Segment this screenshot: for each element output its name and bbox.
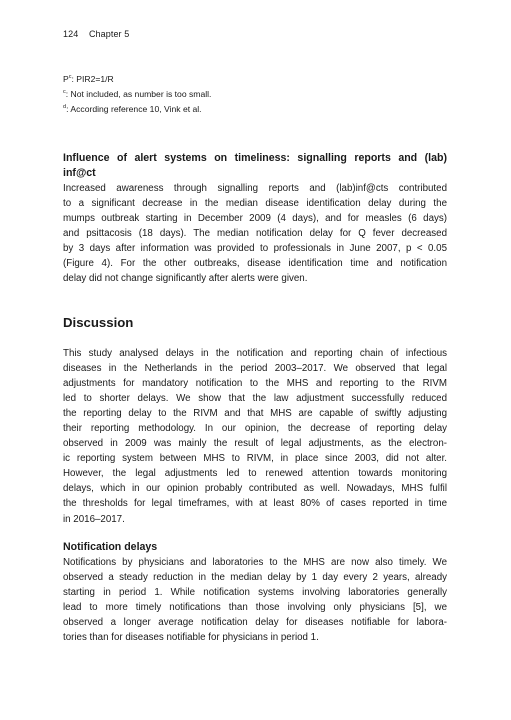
- text-line: in 2016–2017.: [63, 513, 125, 525]
- footnote-pir: $P^c$: PIR2=1/R: [63, 74, 114, 84]
- text-line: delays, which in our opinion probably contributed as well. Nowadays, MHS fulfil: [63, 483, 447, 495]
- paragraph: [63, 181, 447, 286]
- text-line: lead to more timely notifications than those involving only physicians [5], we: [63, 602, 447, 614]
- running-header: [63, 29, 129, 39]
- footnote-text: : PIR2=1/R: [71, 74, 114, 84]
- chapter-label: Chapter 5: [88, 29, 130, 39]
- footnote-reference: [63, 101, 211, 116]
- text-line: the thresholds for legal timeframes, with at least 80% of cases reported in time: [63, 498, 447, 510]
- text-line: delay did not change significantly after alerts were given.: [63, 273, 308, 285]
- section-discussion: [63, 315, 447, 527]
- text-line: observed a steady reduction in the median delay by 1 day every 2 years, already: [63, 572, 447, 584]
- text-line: by 3 days after information was provided to professionals in June 2007, p < 0.05: [63, 243, 447, 255]
- section-alert-systems: [63, 151, 447, 286]
- text-line: observed in 2009 was mainly the result of legal adjustments, as the electron-: [63, 438, 447, 450]
- footnote-marker: d: [63, 104, 67, 110]
- heading-line: inf@ct: [63, 167, 96, 179]
- text-line: This study analysed delays in the notification and reporting chain of infectious: [63, 348, 447, 359]
- text-line: led to shorter delays. We show that the law adjustment successfully reduced: [63, 393, 447, 405]
- footnote-not-included: [63, 86, 211, 101]
- footnote-marker: c: [63, 89, 66, 95]
- text-line: adjustments for mandatory notification to the MHS and reporting to the RIVM: [63, 378, 447, 390]
- text-line: to a significant decrease in the median disease identification delay during the: [63, 198, 447, 210]
- text-line: (Figure 4). For the other outbreaks, disease identification time and notification: [63, 258, 447, 270]
- text-line: observed a longer average notification delay for diseases notifiable for labora-: [63, 617, 447, 629]
- text-line: Increased awareness through signalling reports and (lab)inf@cts contributed: [63, 183, 447, 194]
- text-line: ic reporting system between MHS to RIVM, in place since 2003, did not alter.: [63, 453, 447, 465]
- text-line: diseases in the Netherlands in the period 2003–2017. We observed that legal: [63, 363, 447, 375]
- section-heading: Discussion: [63, 315, 134, 330]
- section-heading: [63, 151, 447, 181]
- section-heading: Notification delays: [63, 541, 158, 553]
- footnote-text: : According reference 10, Vink et al.: [66, 104, 202, 114]
- footnote-text: : Not included, as number is too small.: [65, 89, 212, 99]
- text-line: mumps outbreak starting in December 2009 (4 days), and for measles (6 days): [63, 213, 447, 225]
- text-line: tories than for diseases notifiable for physicians in period 1.: [63, 632, 319, 644]
- section-notification-delays: [63, 540, 447, 645]
- text-line: However, the legal adjustments led to renewed attention towards monitoring: [63, 468, 447, 480]
- text-line: and psittacosis (18 days). The median notification delay for Q fever decreased: [63, 228, 447, 240]
- heading-line: Influence of alert systems on timeliness: signalling reports and (lab): [63, 152, 447, 164]
- paragraph: [63, 555, 447, 645]
- text-line: their reporting methodology. In our opinion, the decrease of reporting delay: [63, 423, 447, 435]
- text-line: Notifications by physicians and laboratories to the MHS are now also timely. We: [63, 557, 447, 568]
- footnote-marker: c: [68, 74, 72, 80]
- page-number: 124: [63, 29, 79, 39]
- paragraph: [63, 346, 447, 527]
- text-line: the reporting delay to the RIVM and that MHS are capable of swiftly adjusting: [63, 408, 447, 420]
- table-footnotes: [63, 71, 211, 116]
- text-line: starting in period 1. While notification systems involving laboratories generally: [63, 587, 447, 599]
